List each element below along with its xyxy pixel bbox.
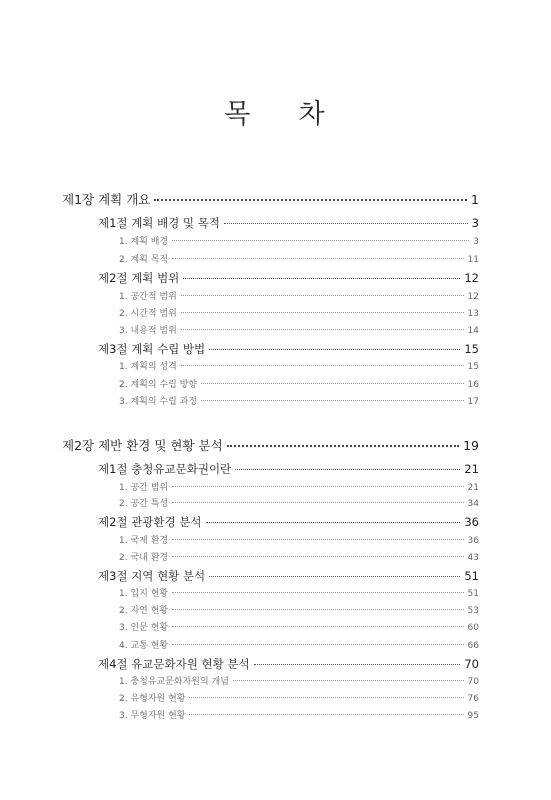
dot-leader — [209, 576, 460, 577]
toc-entry-label: 제4절 유교문화자원 현황 분석 — [98, 657, 250, 671]
toc-entry-label: 3. 무형자원 현황 — [119, 711, 186, 721]
dot-leader — [254, 664, 461, 665]
toc-entry-page: 36 — [464, 515, 479, 529]
toc-entry-label: 2. 계획의 수립 방향 — [119, 380, 198, 390]
toc-entry-label: 제2절 관광환경 분석 — [98, 515, 202, 529]
toc-entry-sub[interactable] — [119, 586, 479, 599]
toc-entry-sec[interactable] — [98, 270, 479, 286]
toc-entry-label: 2. 계획 목적 — [119, 255, 169, 265]
toc-entry-page: 3 — [473, 237, 479, 247]
dot-leader — [201, 400, 464, 401]
toc-entry-sub[interactable] — [119, 252, 479, 265]
dot-leader — [172, 609, 463, 610]
toc-entry-sub[interactable] — [119, 496, 479, 509]
toc-entry-sec[interactable] — [98, 215, 479, 231]
dot-leader — [206, 522, 461, 523]
toc-entry-label: 1. 입지 현황 — [119, 589, 169, 599]
toc-entry-sub[interactable] — [119, 394, 479, 407]
toc-entry-page: 34 — [467, 499, 479, 509]
dot-leader — [154, 199, 467, 201]
toc-entry-page: 11 — [467, 255, 479, 265]
toc-entry-sub[interactable] — [119, 480, 479, 493]
toc-entry-sub[interactable] — [119, 234, 479, 247]
dot-leader — [172, 644, 463, 645]
toc-entry-label: 3. 내용적 범위 — [119, 326, 177, 336]
toc-entry-ch[interactable] — [62, 190, 479, 208]
toc-entry-page: 43 — [467, 553, 479, 563]
toc-entry-page: 12 — [464, 271, 479, 285]
dot-leader — [201, 383, 464, 384]
page-title-right: 차 — [298, 99, 327, 130]
toc-entry-page: 51 — [464, 569, 479, 583]
toc-entry-sub[interactable] — [119, 359, 479, 372]
toc-entry-label: 2. 국내 환경 — [119, 553, 169, 563]
toc-entry-sub[interactable] — [119, 289, 479, 302]
toc-entry-sec[interactable] — [98, 656, 479, 672]
toc-entry-label: 1. 국제 환경 — [119, 536, 169, 546]
toc-entry-label: 1. 계획 배경 — [119, 237, 169, 247]
page-title-left: 목 — [224, 99, 253, 130]
dot-leader — [227, 445, 459, 447]
dot-leader — [172, 592, 463, 593]
page-title — [0, 92, 551, 131]
dot-leader — [172, 502, 463, 503]
toc-entry-page: 70 — [464, 657, 479, 671]
toc-entry-ch[interactable] — [62, 436, 479, 454]
toc-entry-page: 12 — [467, 292, 479, 302]
dot-leader — [189, 714, 463, 715]
toc-entry-label: 1. 공간적 범위 — [119, 292, 177, 302]
toc-entry-page: 53 — [467, 606, 479, 616]
toc-entry-sub[interactable] — [119, 674, 479, 687]
toc-entry-sub[interactable] — [119, 533, 479, 546]
toc-entry-page: 21 — [464, 462, 479, 476]
toc-entry-label: 1. 공간 범위 — [119, 483, 169, 493]
toc-entry-page: 17 — [467, 397, 479, 407]
toc-entry-label: 제3절 계획 수립 방법 — [98, 342, 206, 356]
toc-entry-label: 1. 충청유교문화자원의 개념 — [119, 677, 229, 687]
toc-entry-page: 16 — [467, 380, 479, 390]
toc-entry-label: 제2장 제반 환경 및 현황 분석 — [62, 438, 223, 453]
toc-entry-sub[interactable] — [119, 708, 479, 721]
toc-entry-page: 19 — [463, 438, 479, 453]
toc-entry-sub[interactable] — [119, 620, 479, 633]
toc-entry-sub[interactable] — [119, 691, 479, 704]
dot-leader — [189, 697, 463, 698]
toc-entry-label: 2. 자연 현황 — [119, 606, 169, 616]
toc-entry-sec[interactable] — [98, 568, 479, 584]
toc-entry-page: 15 — [467, 362, 479, 372]
toc-entry-sub[interactable] — [119, 323, 479, 336]
toc-entry-sec[interactable] — [98, 341, 479, 357]
toc-entry-sub[interactable] — [119, 603, 479, 616]
toc-entry-label: 제1장 계획 개요 — [62, 192, 151, 207]
toc-entry-page: 3 — [471, 216, 479, 230]
toc-entry-page: 51 — [467, 589, 479, 599]
toc-entry-label: 4. 교통 현황 — [119, 641, 169, 651]
toc-entry-page: 60 — [467, 623, 479, 633]
toc-entry-sub[interactable] — [119, 306, 479, 319]
toc-entry-page: 95 — [467, 711, 479, 721]
toc-entry-page: 21 — [467, 483, 479, 493]
dot-leader — [224, 223, 468, 224]
dot-leader — [172, 626, 463, 627]
toc-entry-label: 2. 유형자원 현황 — [119, 694, 186, 704]
dot-leader — [181, 312, 464, 313]
dot-leader — [233, 680, 464, 681]
toc-entry-page: 14 — [467, 326, 479, 336]
dot-leader — [183, 278, 460, 279]
toc-entry-sub[interactable] — [119, 550, 479, 563]
toc-entry-page: 66 — [467, 641, 479, 651]
toc-entry-sec[interactable] — [98, 461, 479, 477]
toc-entry-label: 1. 계획의 성격 — [119, 362, 177, 372]
dot-leader — [235, 469, 460, 470]
toc-entry-page: 13 — [467, 309, 479, 319]
toc-entry-label: 2. 공간 특성 — [119, 499, 169, 509]
toc-entry-page: 1 — [471, 192, 479, 207]
dot-leader — [172, 486, 463, 487]
toc-entry-sub[interactable] — [119, 638, 479, 651]
toc-entry-label: 제3절 지역 현황 분석 — [98, 569, 206, 583]
toc-entry-label: 3. 인문 현황 — [119, 623, 169, 633]
toc-entry-label: 2. 시간적 범위 — [119, 309, 177, 319]
toc-entry-sec[interactable] — [98, 514, 479, 530]
dot-leader — [181, 295, 464, 296]
toc-entry-sub[interactable] — [119, 377, 479, 390]
toc-entry-page: 70 — [467, 677, 479, 687]
dot-leader — [181, 329, 464, 330]
toc-entry-label: 제2절 계획 범위 — [98, 271, 180, 285]
toc-entry-label: 제1절 계획 배경 및 목적 — [98, 216, 220, 230]
toc-entry-page: 76 — [467, 694, 479, 704]
dot-leader — [172, 258, 463, 259]
dot-leader — [172, 539, 463, 540]
dot-leader — [181, 365, 464, 366]
toc-entry-page: 36 — [467, 536, 479, 546]
toc-entry-page: 15 — [464, 342, 479, 356]
dot-leader — [172, 556, 463, 557]
toc-entry-label: 제1절 충청유교문화권이란 — [98, 462, 232, 476]
dot-leader — [172, 240, 469, 241]
toc-entry-label: 3. 계획의 수립 과정 — [119, 397, 198, 407]
dot-leader — [209, 349, 460, 350]
